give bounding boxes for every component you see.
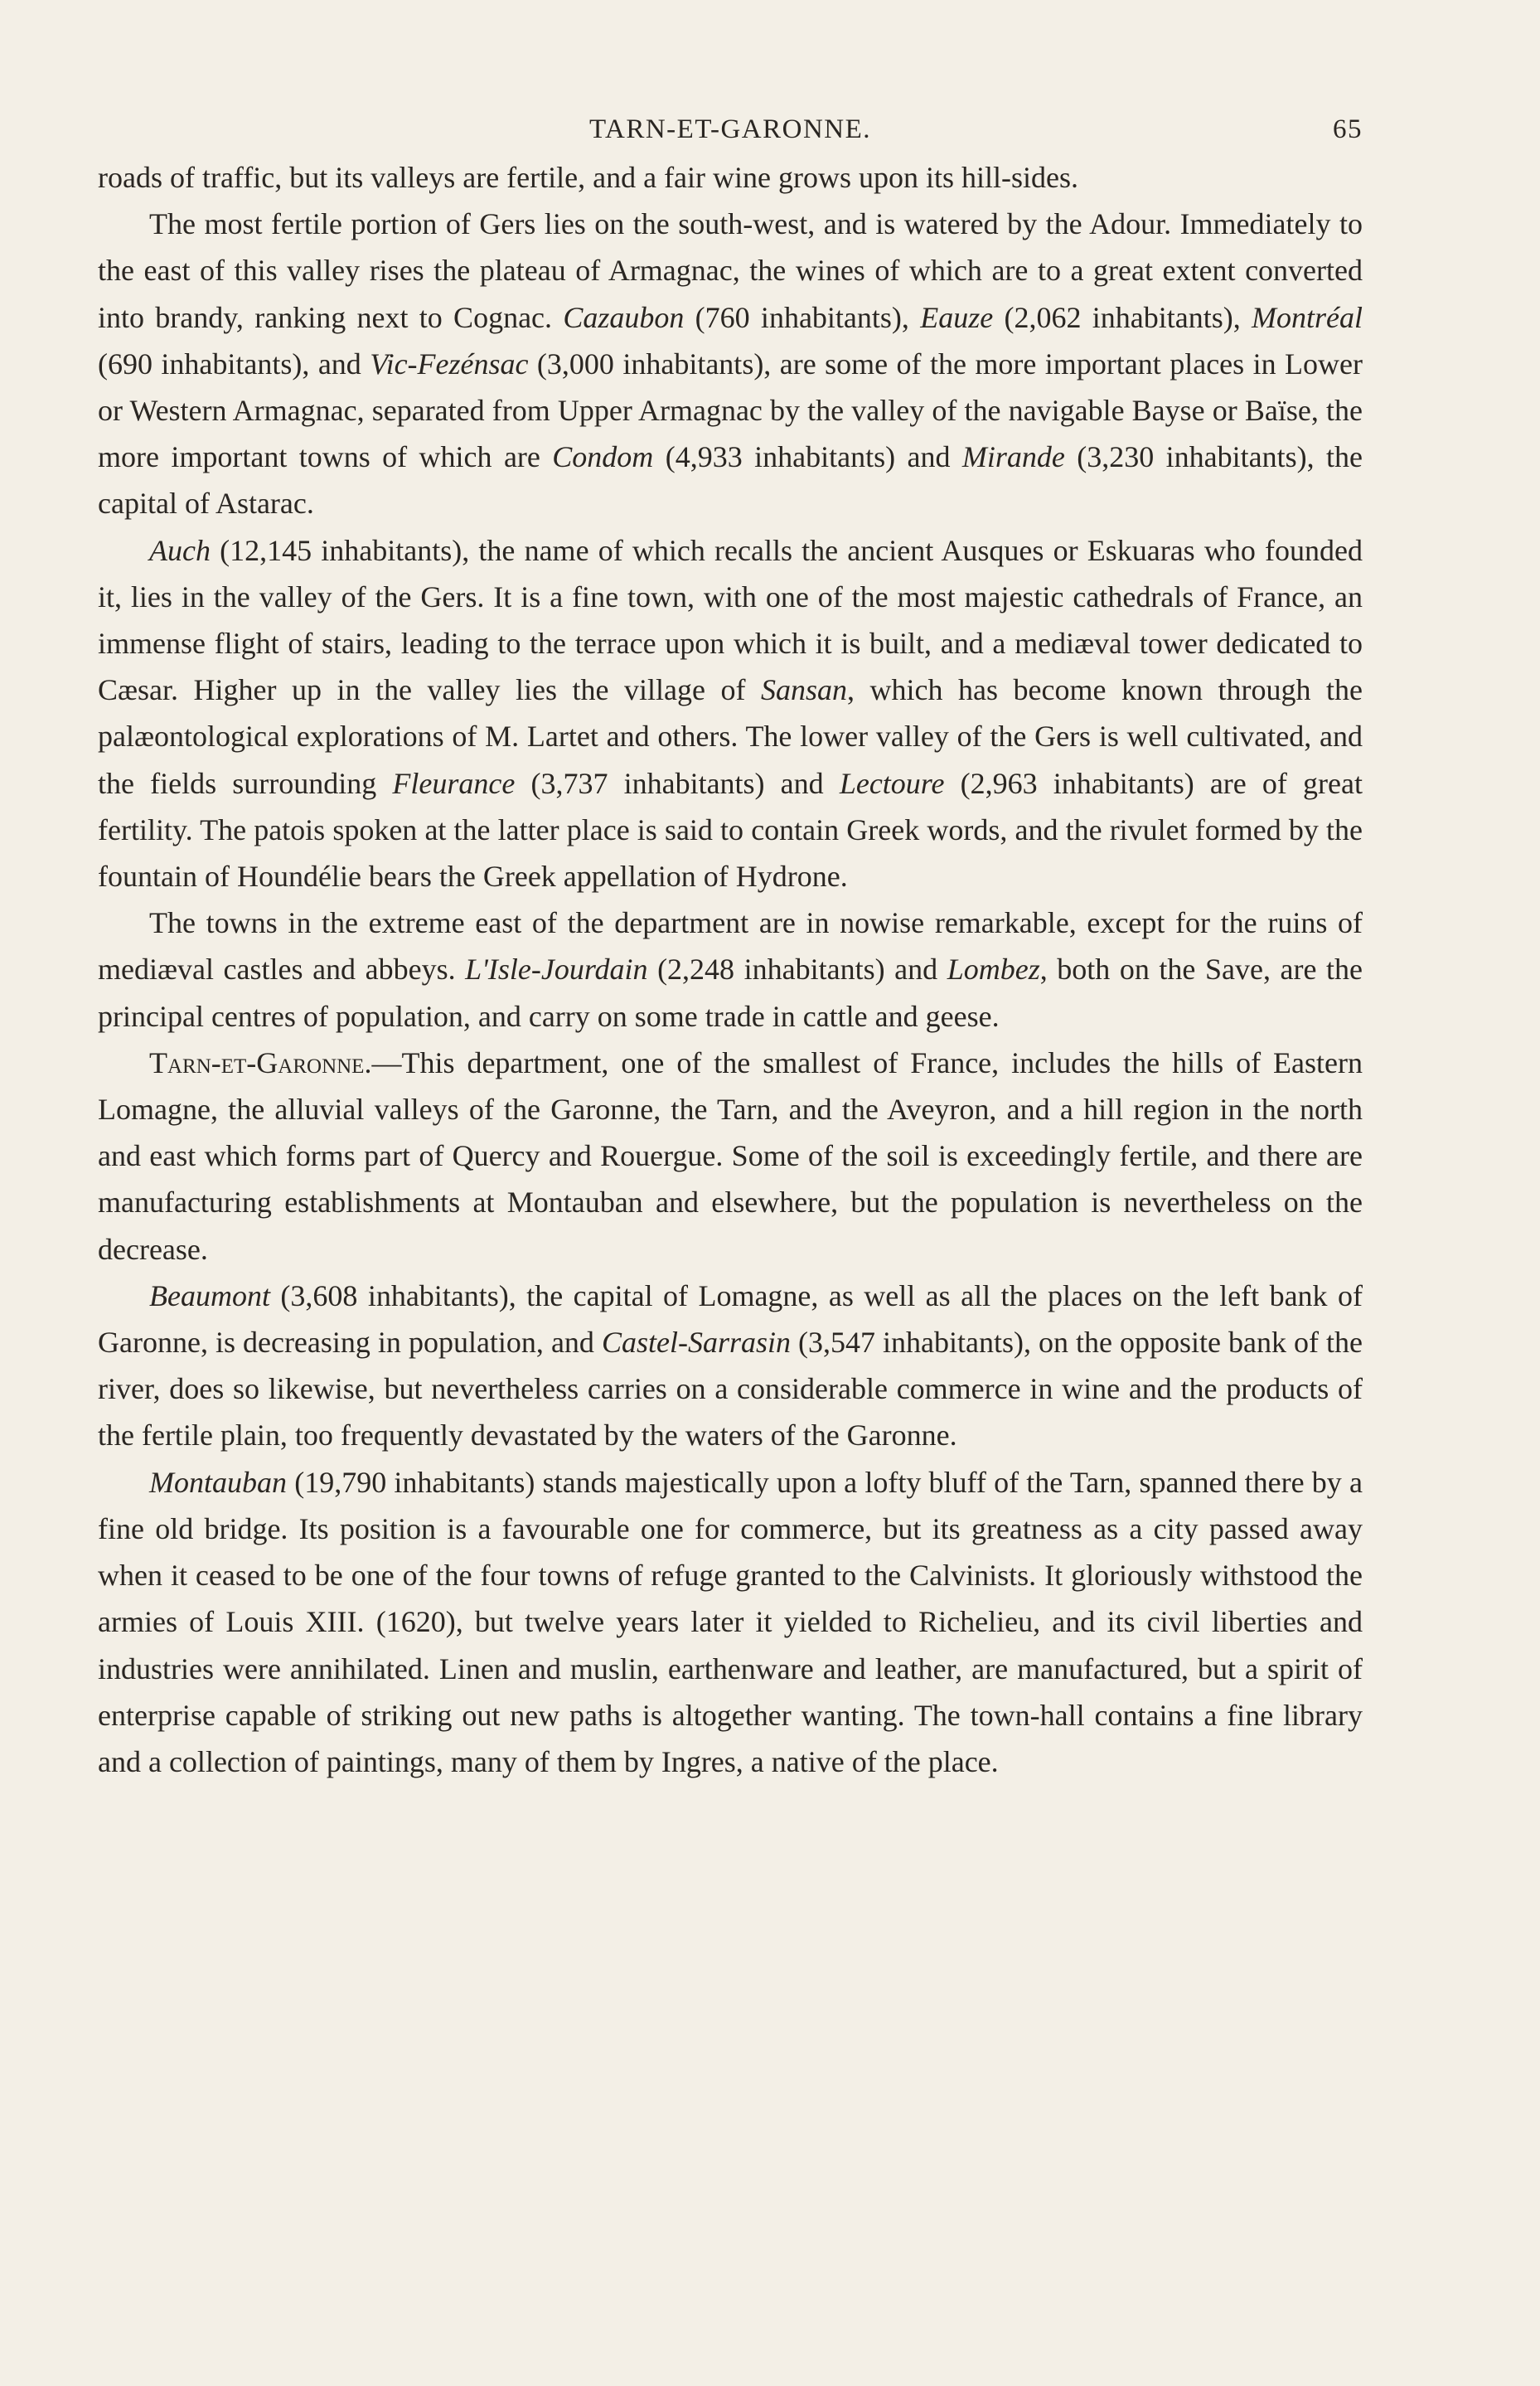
italic-place-name: Eauze xyxy=(920,300,994,334)
italic-place-name: Montauban xyxy=(149,1465,287,1499)
italic-place-name: Cazaubon xyxy=(563,300,685,334)
italic-place-name: Fleurance xyxy=(392,766,516,800)
text-run: , which has become known through the palæontological explorations of M. Lartet and others. The lower valley of the Gers is well cultivated, and the fields surrounding xyxy=(98,673,1363,800)
text-run: —This department, one of the smallest of France, includes the hills of Eastern Lomagne, the alluvial valleys of the Garonne, the Tarn, and the Aveyron, and a hill region in the north and east which forms part of Quercy and Rouergue. Some of the soil is exceedingly fertile, and there are manufacturing establishments at Montauban and elsewhere, but the population is nevertheless on the decrease. xyxy=(98,1045,1363,1266)
text-run: , both on the Save, are the principal centres of population, and carry on some trade in cattle and geese. xyxy=(98,953,1363,1033)
paragraph xyxy=(98,201,1363,526)
paragraph xyxy=(98,1040,1363,1273)
text-run: The towns in the extreme east of the department are in nowise remarkable, except for the ruins of mediæval castles and abbeys. xyxy=(98,906,1363,987)
text-run: (760 inhabitants), xyxy=(684,300,921,334)
italic-place-name: Lombez xyxy=(947,953,1040,987)
section-heading: Tarn-et-Garonne. xyxy=(149,1045,372,1079)
italic-place-name: Mirande xyxy=(961,440,1065,474)
running-title: TARN-ET-GARONNE. xyxy=(588,114,872,144)
text-run: roads of traffic, but its valleys are fertile, and a fair wine grows upon its hill-sides. xyxy=(98,161,1079,194)
italic-place-name: Vic-Fezénsac xyxy=(370,347,529,381)
italic-place-name: Lectoure xyxy=(839,766,945,800)
body-text xyxy=(98,154,1363,1785)
text-run: (19,790 inhabitants) stands majestically upon a lofty bluff of the Tarn, spanned there by a fine old bridge. Its position is a favourable one for commerce, but its greatness as a city passed away when it ceased to be one of the four towns of refuge granted to the Calvinists. It gloriously withstood the armies of Louis XIII. (1620), but twelve years later it yielded to Richelieu, and its civil liberties and industries were annihilated. Linen and muslin, earthenware and leather, are manufactured, but a spirit of enterprise capable of striking out new paths is altogether wanting. The town-hall contains a fine library and a collection of paintings, many of them by Ingres, a native of the place. xyxy=(98,1465,1363,1778)
text-run: (12,145 inhabitants), the name of which recalls the ancient Ausques or Eskuaras who founded it, lies in the valley of the Gers. It is a fine town, with one of the most majestic cathedrals of France, an immense flight of stairs, leading to the terrace upon which it is built, and a mediæval tower dedicated to Cæsar. Higher up in the valley lies the village of xyxy=(98,533,1363,707)
text-run: (3,000 inhabitants), are some of the more important places in Lower or Western Armagnac, separated from Upper Armagnac by the valley of the navigable Bayse or Baïse, the more important towns of which are xyxy=(98,347,1363,474)
text-run: (2,963 inhabitants) are of great fertility. The patois spoken at the latter place is said to contain Greek words, and the rivulet formed by the fountain of Houndélie bears the Greek appellation of Hydrone. xyxy=(98,766,1363,894)
paragraph xyxy=(98,1273,1363,1459)
italic-place-name: Condom xyxy=(552,440,654,474)
text-run: (2,248 inhabitants) and xyxy=(647,953,947,987)
italic-place-name: Auch xyxy=(149,533,211,567)
italic-place-name: L'Isle-Jourdain xyxy=(465,953,648,987)
italic-place-name: Beaumont xyxy=(149,1278,270,1312)
text-run: The most fertile portion of Gers lies on the south-west, and is watered by the Adour. Immediately to the east of this valley rises the plateau of Armagnac, the wines of which are to a great extent converted into brandy, ranking next to Cognac. xyxy=(98,207,1363,334)
text-run: (690 inhabitants), and xyxy=(98,347,370,381)
text-run: (3,230 inhabitants), the capital of Astarac. xyxy=(98,440,1363,521)
paragraph xyxy=(98,1459,1363,1785)
italic-place-name: Sansan xyxy=(761,673,848,707)
text-run: (3,547 inhabitants), on the opposite bank of the river, does so likewise, but nevertheless carries on a considerable commerce in wine and the products of the fertile plain, too frequently devastated by the waters of the Garonne. xyxy=(98,1326,1363,1452)
text-run: (3,608 inhabitants), the capital of Lomagne, as well as all the places on the left bank of Garonne, is decreasing in population, and xyxy=(98,1278,1363,1360)
page xyxy=(98,98,1363,1785)
text-run: (3,737 inhabitants) and xyxy=(515,766,840,800)
running-head xyxy=(98,98,1363,148)
italic-place-name: Montréal xyxy=(1252,300,1363,334)
page-number: 65 xyxy=(1333,114,1363,144)
text-run: (2,062 inhabitants), xyxy=(993,300,1252,334)
italic-place-name: Castel-Sarrasin xyxy=(601,1326,791,1360)
paragraph xyxy=(98,527,1363,900)
paragraph xyxy=(98,900,1363,1040)
paragraph xyxy=(98,154,1363,201)
text-run: (4,933 inhabitants) and xyxy=(653,440,962,474)
